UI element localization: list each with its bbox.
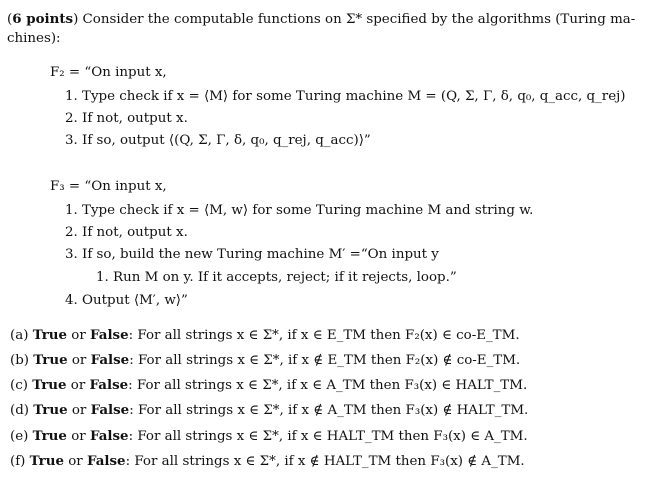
f3-step-2-text: 2. If not, output x. [65, 225, 188, 240]
true-option[interactable]: True [33, 402, 68, 418]
question-f [10, 455, 525, 468]
question-statement: : For all strings x ∈ Σ*, if x ∈ A_TM then F₃(x) ∈ HALT_TM. [128, 378, 528, 393]
question-c [10, 379, 527, 392]
problem-intro-line2-text: chines): [7, 31, 61, 46]
or-text: or [71, 429, 86, 444]
f3-step-1-text: 1. Type check if x = ⟨M, w⟩ for some Turing machine M and string w. [65, 203, 534, 218]
false-option[interactable]: False [89, 428, 129, 444]
f2-step-1-text: 1. Type check if x = ⟨M⟩ for some Turing machine M = (Q, Σ, Γ, δ, q₀, q_acc, q_rej) [65, 89, 626, 104]
true-option[interactable]: True [32, 428, 67, 444]
points-label: 6 points [12, 11, 74, 27]
question-statement: : For all strings x ∈ Σ*, if x ∉ HALT_TM then F₃(x) ∉ A_TM. [125, 454, 525, 469]
false-option[interactable]: False [90, 327, 129, 343]
f2-header-text: F₂ = “On input x, [50, 65, 167, 80]
f3-step-1 [65, 204, 533, 217]
false-option[interactable]: False [90, 352, 130, 368]
or-text: or [71, 403, 87, 418]
or-text: or [68, 454, 83, 469]
problem-intro-line1-text: (6 points) Consider the computable functions on Σ* specified by the algorithms (Turing ma- [7, 11, 636, 27]
question-statement: : For all strings x ∈ Σ*, if x ∉ E_TM then F₂(x) ∉ co-E_TM. [129, 353, 521, 368]
f2-header [50, 66, 167, 79]
question-letter: (f) [10, 454, 26, 469]
or-text: or [71, 353, 87, 368]
f3-step-3-text: 3. If so, build the new Turing machine M′ =“On input y [65, 247, 439, 262]
f2-step-1 [65, 90, 626, 103]
question-statement: : For all strings x ∈ Σ*, if x ∈ E_TM then F₂(x) ∈ co-E_TM. [128, 328, 520, 343]
f2-step-3 [65, 134, 371, 147]
f3-substep-1 [96, 271, 457, 284]
f3-step-4-text: 4. Output ⟨M′, w⟩” [65, 293, 188, 308]
false-option[interactable]: False [89, 377, 129, 393]
question-letter: (e) [10, 429, 29, 444]
true-option[interactable]: True [33, 352, 68, 368]
true-option[interactable]: True [32, 377, 67, 393]
f3-header [50, 180, 167, 193]
question-letter: (b) [10, 353, 30, 368]
or-text: or [71, 328, 86, 343]
false-option[interactable]: False [86, 453, 126, 469]
question-statement: : For all strings x ∈ Σ*, if x ∈ HALT_TM then F₃(x) ∈ A_TM. [128, 429, 528, 444]
question-d [10, 404, 528, 417]
true-option[interactable]: True [32, 327, 68, 343]
f2-step-2 [65, 112, 188, 125]
f2-step-2-text: 2. If not, output x. [65, 111, 188, 126]
question-b [10, 354, 520, 367]
true-option[interactable]: True [29, 453, 64, 469]
f2-step-3-text: 3. If so, output ⟨(Q, Σ, Γ, δ, q₀, q_rej, q_acc)⟩” [65, 133, 371, 148]
false-option[interactable]: False [90, 402, 130, 418]
f3-step-4 [65, 294, 188, 307]
question-letter: (d) [10, 403, 30, 418]
question-statement: : For all strings x ∈ Σ*, if x ∉ A_TM then F₃(x) ∉ HALT_TM. [129, 403, 529, 418]
or-text: or [70, 378, 86, 393]
problem-intro-line2 [7, 32, 61, 45]
question-a [10, 329, 520, 342]
f3-substep-1-text: 1. Run M on y. If it accepts, reject; if it rejects, loop.” [96, 270, 457, 285]
f3-step-2 [65, 226, 188, 239]
f3-step-3 [65, 248, 439, 261]
problem-intro-line1 [7, 13, 635, 26]
f3-header-text: F₃ = “On input x, [50, 179, 167, 194]
question-letter: (c) [10, 378, 28, 393]
question-letter: (a) [10, 328, 29, 343]
question-e [10, 430, 528, 443]
